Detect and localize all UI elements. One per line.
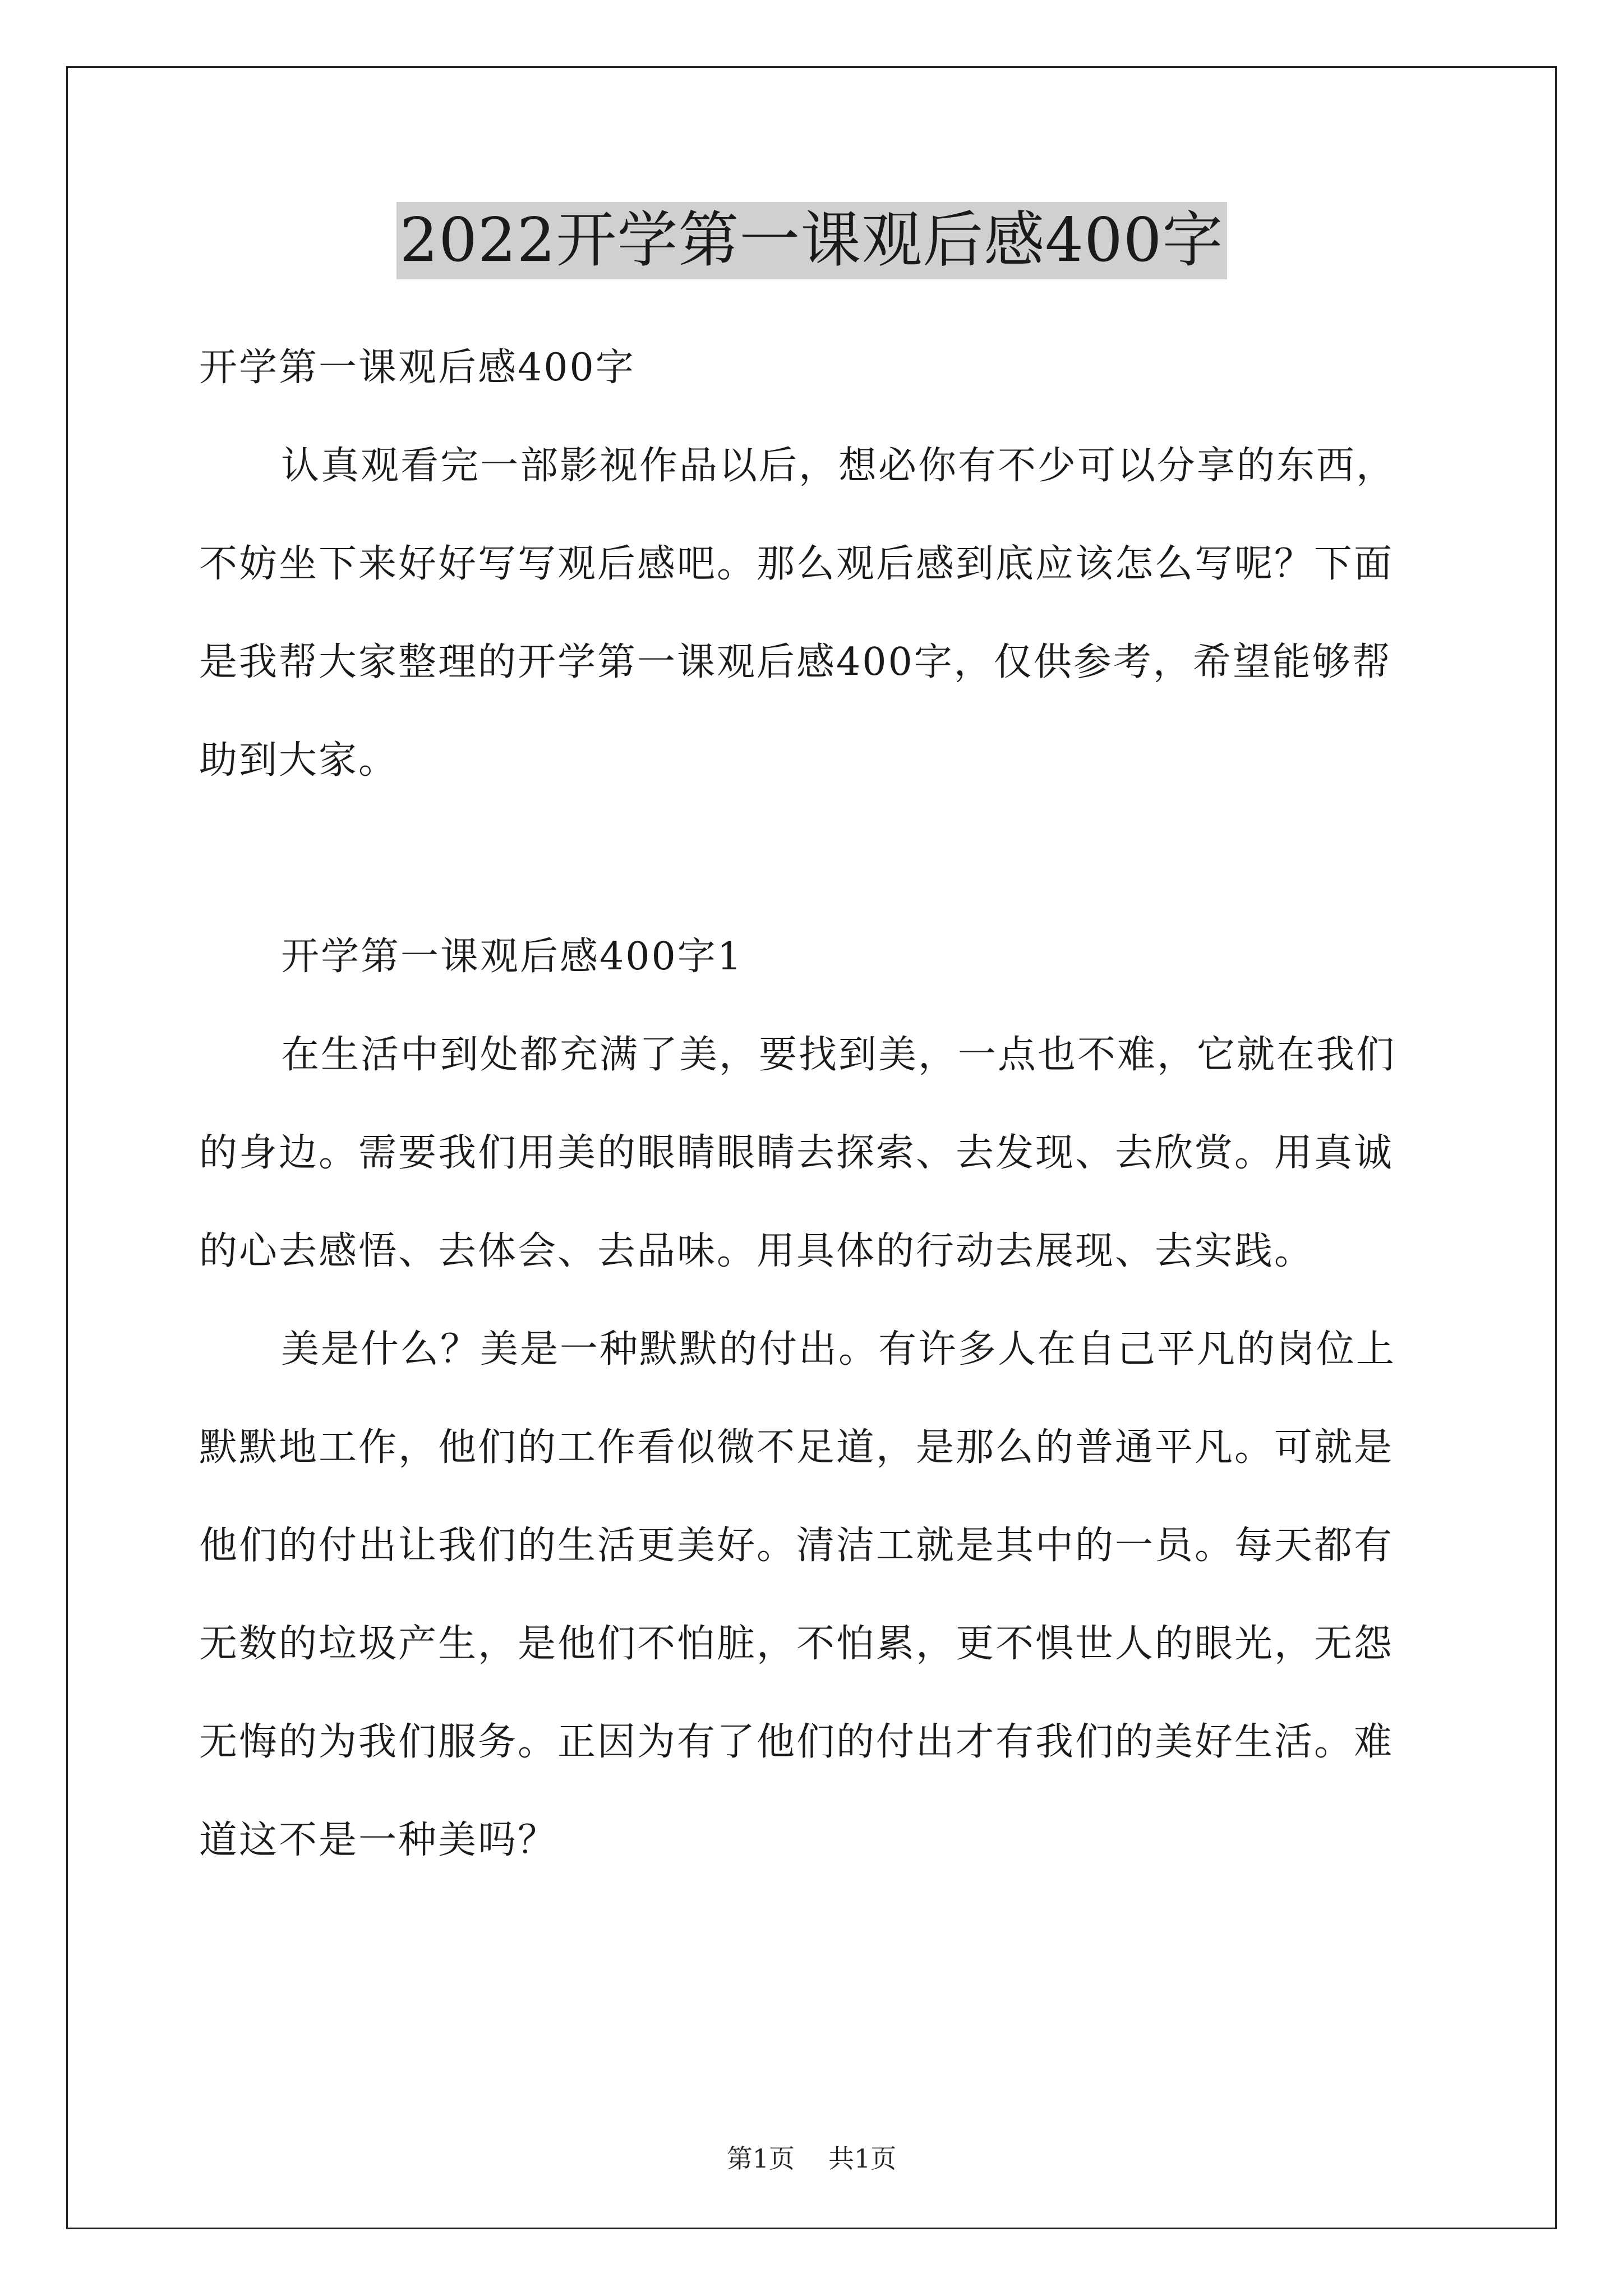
intro-line: 是我帮大家整理的开学第一课观后感400字，仅供参考，希望能够帮 — [199, 640, 1392, 684]
paragraph2-line: 美是什么？美是一种默默的付出。有许多人在自己平凡的岗位上 — [281, 1327, 1396, 1372]
blank-line — [199, 809, 1425, 908]
paragraph2-line: 无数的垃圾产生，是他们不怕脏，不怕累，更不惧世人的眼光，无怨 — [199, 1622, 1394, 1666]
page-number-current: 第1页 — [726, 2143, 795, 2174]
title-container — [0, 202, 1623, 279]
page-footer — [0, 2142, 1623, 2175]
document-title: 2022开学第一课观后感400字 — [396, 202, 1227, 279]
intro-line: 认真观看完一部影视作品以后，想必你有不少可以分享的东西， — [281, 444, 1396, 488]
intro-line: 助到大家。 — [199, 738, 399, 783]
page-number-total: 共1页 — [828, 2143, 897, 2174]
section-heading: 开学第一课观后感400字1 — [281, 935, 744, 979]
subtitle: 开学第一课观后感400字 — [199, 346, 635, 390]
document-body — [199, 319, 1425, 1889]
paragraph2-line: 他们的付出让我们的生活更美好。清洁工就是其中的一员。每天都有 — [199, 1524, 1394, 1568]
paragraph2-line: 无悔的为我们服务。正因为有了他们的付出才有我们的美好生活。难 — [199, 1720, 1394, 1764]
paragraph1-line: 在生活中到处都充满了美，要找到美，一点也不难，它就在我们 — [281, 1033, 1396, 1077]
paragraph1-line: 的心去感悟、去体会、去品味。用具体的行动去展现、去实践。 — [199, 1229, 1315, 1273]
paragraph2-line: 道这不是一种美吗？ — [199, 1818, 558, 1862]
paragraph2-line: 默默地工作，他们的工作看似微不足道，是那么的普通平凡。可就是 — [199, 1425, 1394, 1470]
intro-line: 不妨坐下来好好写写观后感吧。那么观后感到底应该怎么写呢？下面 — [199, 542, 1394, 586]
paragraph1-line: 的身边。需要我们用美的眼睛眼睛去探索、去发现、去欣赏。用真诚 — [199, 1131, 1394, 1175]
